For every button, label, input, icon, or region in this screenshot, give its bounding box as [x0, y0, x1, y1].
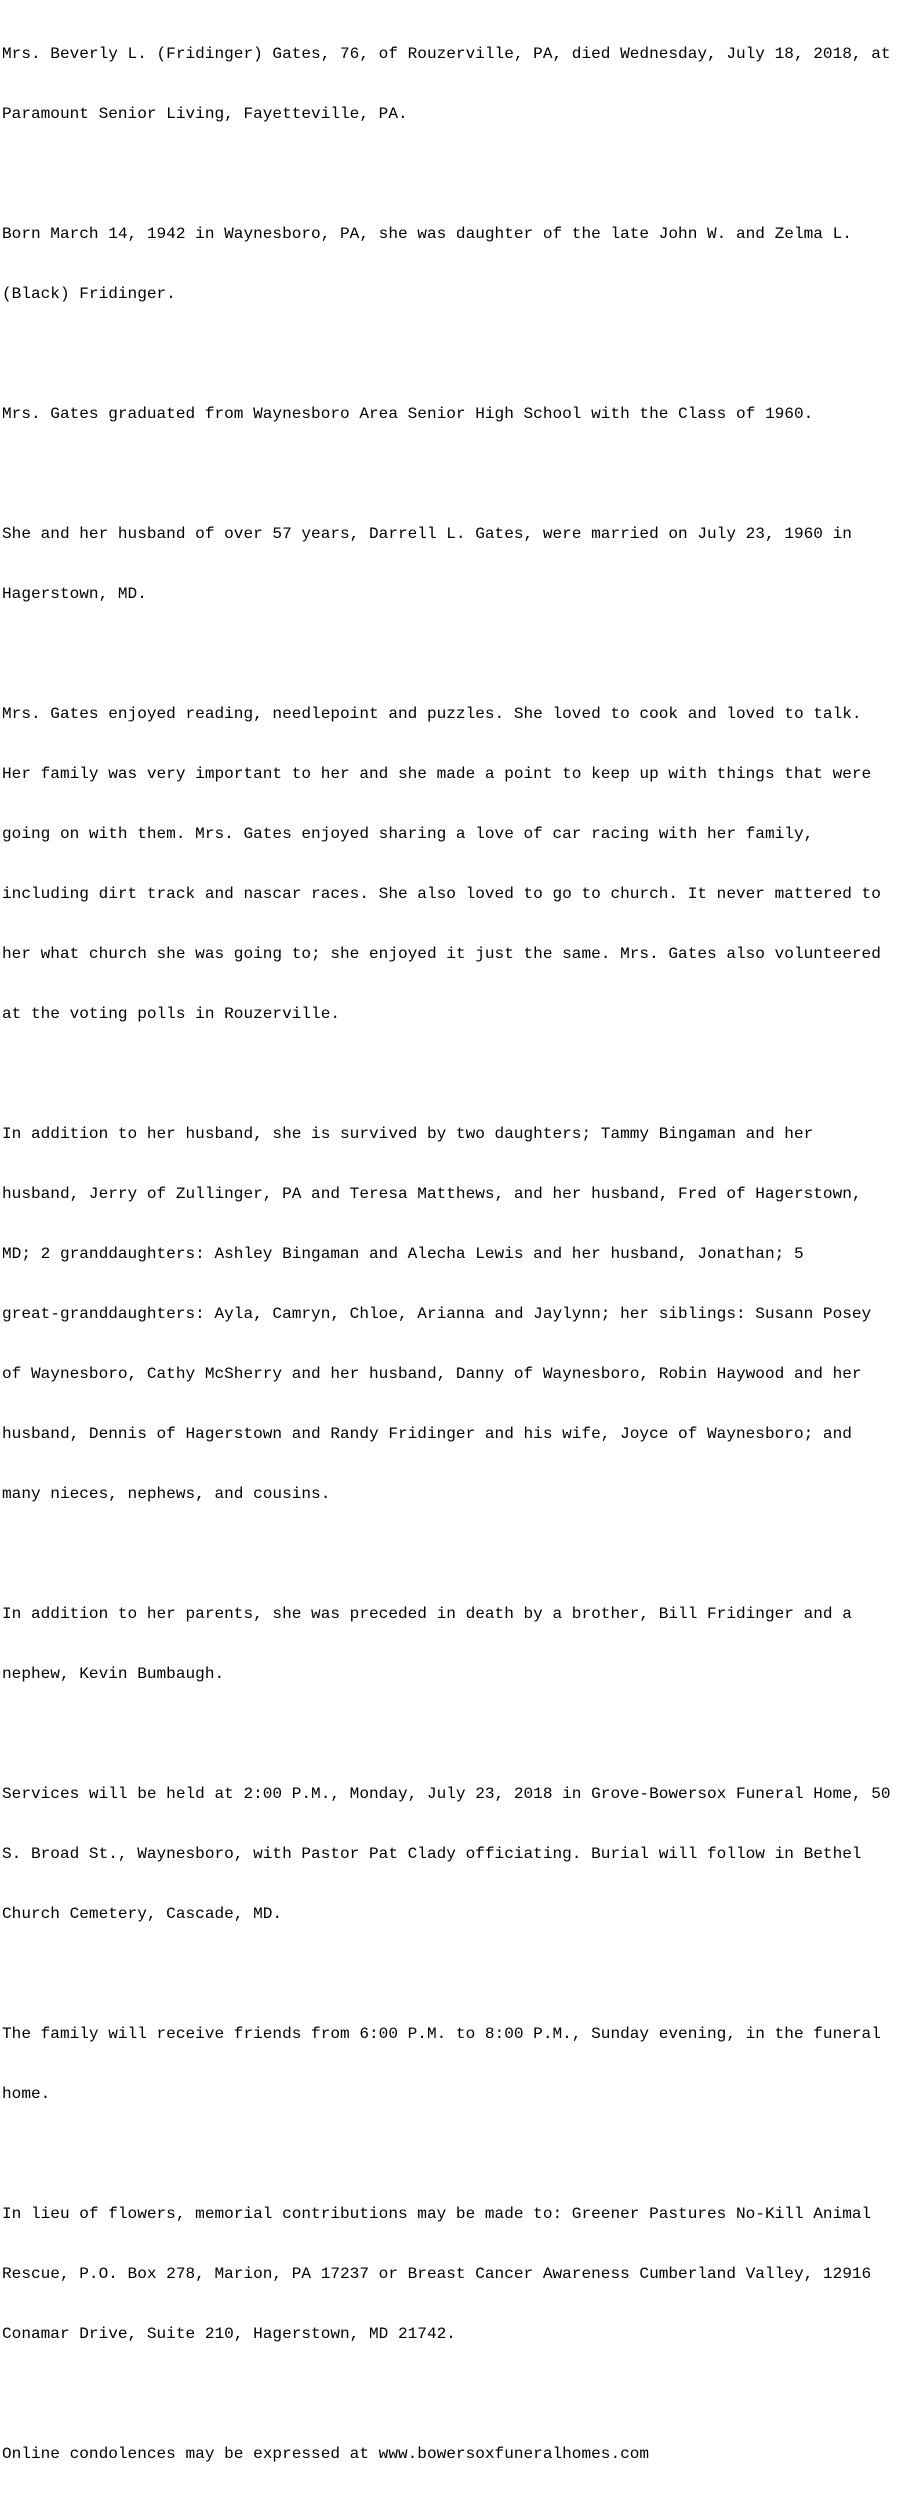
text-line: Paramount Senior Living, Fayetteville, PA. [2, 105, 408, 123]
text-line: her what church she was going to; she enjoyed it just the same. Mrs. Gates also volunteered [2, 945, 881, 963]
text-line: Her family was very important to her and she made a point to keep up with things that were [2, 765, 872, 783]
paragraph-birth [2, 184, 924, 344]
text-line: husband, Dennis of Hagerstown and Randy Fridinger and his wife, Joyce of Waynesboro; and [2, 1425, 852, 1443]
text-line: Services will be held at 2:00 P.M., Monday, July 23, 2018 in Grove-Bowersox Funeral Home, 50 [2, 1785, 891, 1803]
paragraph-visitation [2, 1984, 924, 2144]
text-line: many nieces, nephews, and cousins. [2, 1485, 331, 1503]
paragraph-marriage [2, 484, 924, 644]
text-line: The family will receive friends from 6:00 P.M. to 8:00 P.M., Sunday evening, in the funeral [2, 2025, 881, 2043]
text-line: great-granddaughters: Ayla, Camryn, Chloe, Arianna and Jaylynn; her siblings: Susann Posey [2, 1305, 872, 1323]
paragraph-memorials [2, 2164, 924, 2384]
text-line: Church Cemetery, Cascade, MD. [2, 1905, 283, 1923]
text-line: going on with them. Mrs. Gates enjoyed sharing a love of car racing with her family, [2, 825, 814, 843]
text-line: Conamar Drive, Suite 210, Hagerstown, MD 21742. [2, 2325, 456, 2343]
paragraph-survivors [2, 1084, 924, 1544]
text-line: Hagerstown, MD. [2, 585, 147, 603]
text-line: She and her husband of over 57 years, Darrell L. Gates, were married on July 23, 1960 in [2, 525, 852, 543]
text-line: Rescue, P.O. Box 278, Marion, PA 17237 or Breast Cancer Awareness Cumberland Valley, 12916 [2, 2265, 872, 2283]
text-line: home. [2, 2085, 51, 2103]
text-line: Mrs. Gates enjoyed reading, needlepoint and puzzles. She loved to cook and loved to talk. [2, 705, 862, 723]
text-line: husband, Jerry of Zullinger, PA and Teresa Matthews, and her husband, Fred of Hagerstown, [2, 1185, 862, 1203]
paragraph-preceded [2, 1564, 924, 1724]
text-line: (Black) Fridinger. [2, 285, 176, 303]
text-line: MD; 2 granddaughters: Ashley Bingaman and Alecha Lewis and her husband, Jonathan; 5 [2, 1245, 804, 1263]
text-line: Online condolences may be expressed at www.bowersoxfuneralhomes.com [2, 2445, 650, 2463]
text-line: at the voting polls in Rouzerville. [2, 1005, 341, 1023]
text-line: S. Broad St., Waynesboro, with Pastor Pat Clady officiating. Burial will follow in Bethel [2, 1845, 862, 1863]
paragraph-condolences [2, 2404, 924, 2504]
text-line: including dirt track and nascar races. She also loved to go to church. It never mattered to [2, 885, 881, 903]
text-line: In addition to her husband, she is survived by two daughters; Tammy Bingaman and her [2, 1125, 814, 1143]
text-line: Mrs. Beverly L. (Fridinger) Gates, 76, of Rouzerville, PA, died Wednesday, July 18, 2018, at [2, 45, 891, 63]
text-line: In lieu of flowers, memorial contributions may be made to: Greener Pastures No-Kill Animal [2, 2205, 872, 2223]
text-line: Born March 14, 1942 in Waynesboro, PA, she was daughter of the late John W. and Zelma L. [2, 225, 852, 243]
paragraph-education [2, 364, 924, 464]
paragraph-interests [2, 664, 924, 1064]
text-line: of Waynesboro, Cathy McSherry and her husband, Danny of Waynesboro, Robin Haywood and her [2, 1365, 862, 1383]
text-line: Mrs. Gates graduated from Waynesboro Area Senior High School with the Class of 1960. [2, 405, 814, 423]
text-line: In addition to her parents, she was preceded in death by a brother, Bill Fridinger and a [2, 1605, 852, 1623]
paragraph-death-notice [2, 4, 924, 164]
paragraph-services [2, 1744, 924, 1964]
text-line: nephew, Kevin Bumbaugh. [2, 1665, 225, 1683]
